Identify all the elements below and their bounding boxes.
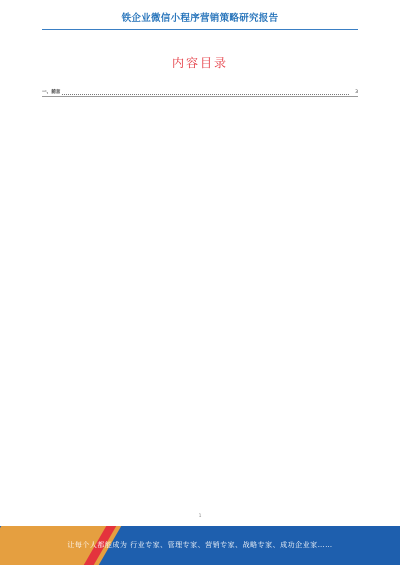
footer-slogan: 让每个人都能成为 行业专家、管理专家、营销专家、战略专家、成功企业家…… [67, 541, 333, 549]
toc-entry-page: 3 [355, 90, 358, 96]
toc-entry[interactable] [42, 86, 358, 97]
toc-leader-dots [62, 94, 349, 95]
page-number: 1 [198, 514, 202, 519]
toc-title: 内容目录 [171, 56, 228, 70]
table-of-contents [42, 86, 358, 97]
report-header [0, 0, 400, 34]
report-title: 铁企业微信小程序营销策略研究报告 [121, 13, 279, 24]
footer-banner [0, 526, 400, 565]
toc-entry-text: 一、前言 [42, 90, 61, 96]
header-divider [42, 29, 358, 30]
